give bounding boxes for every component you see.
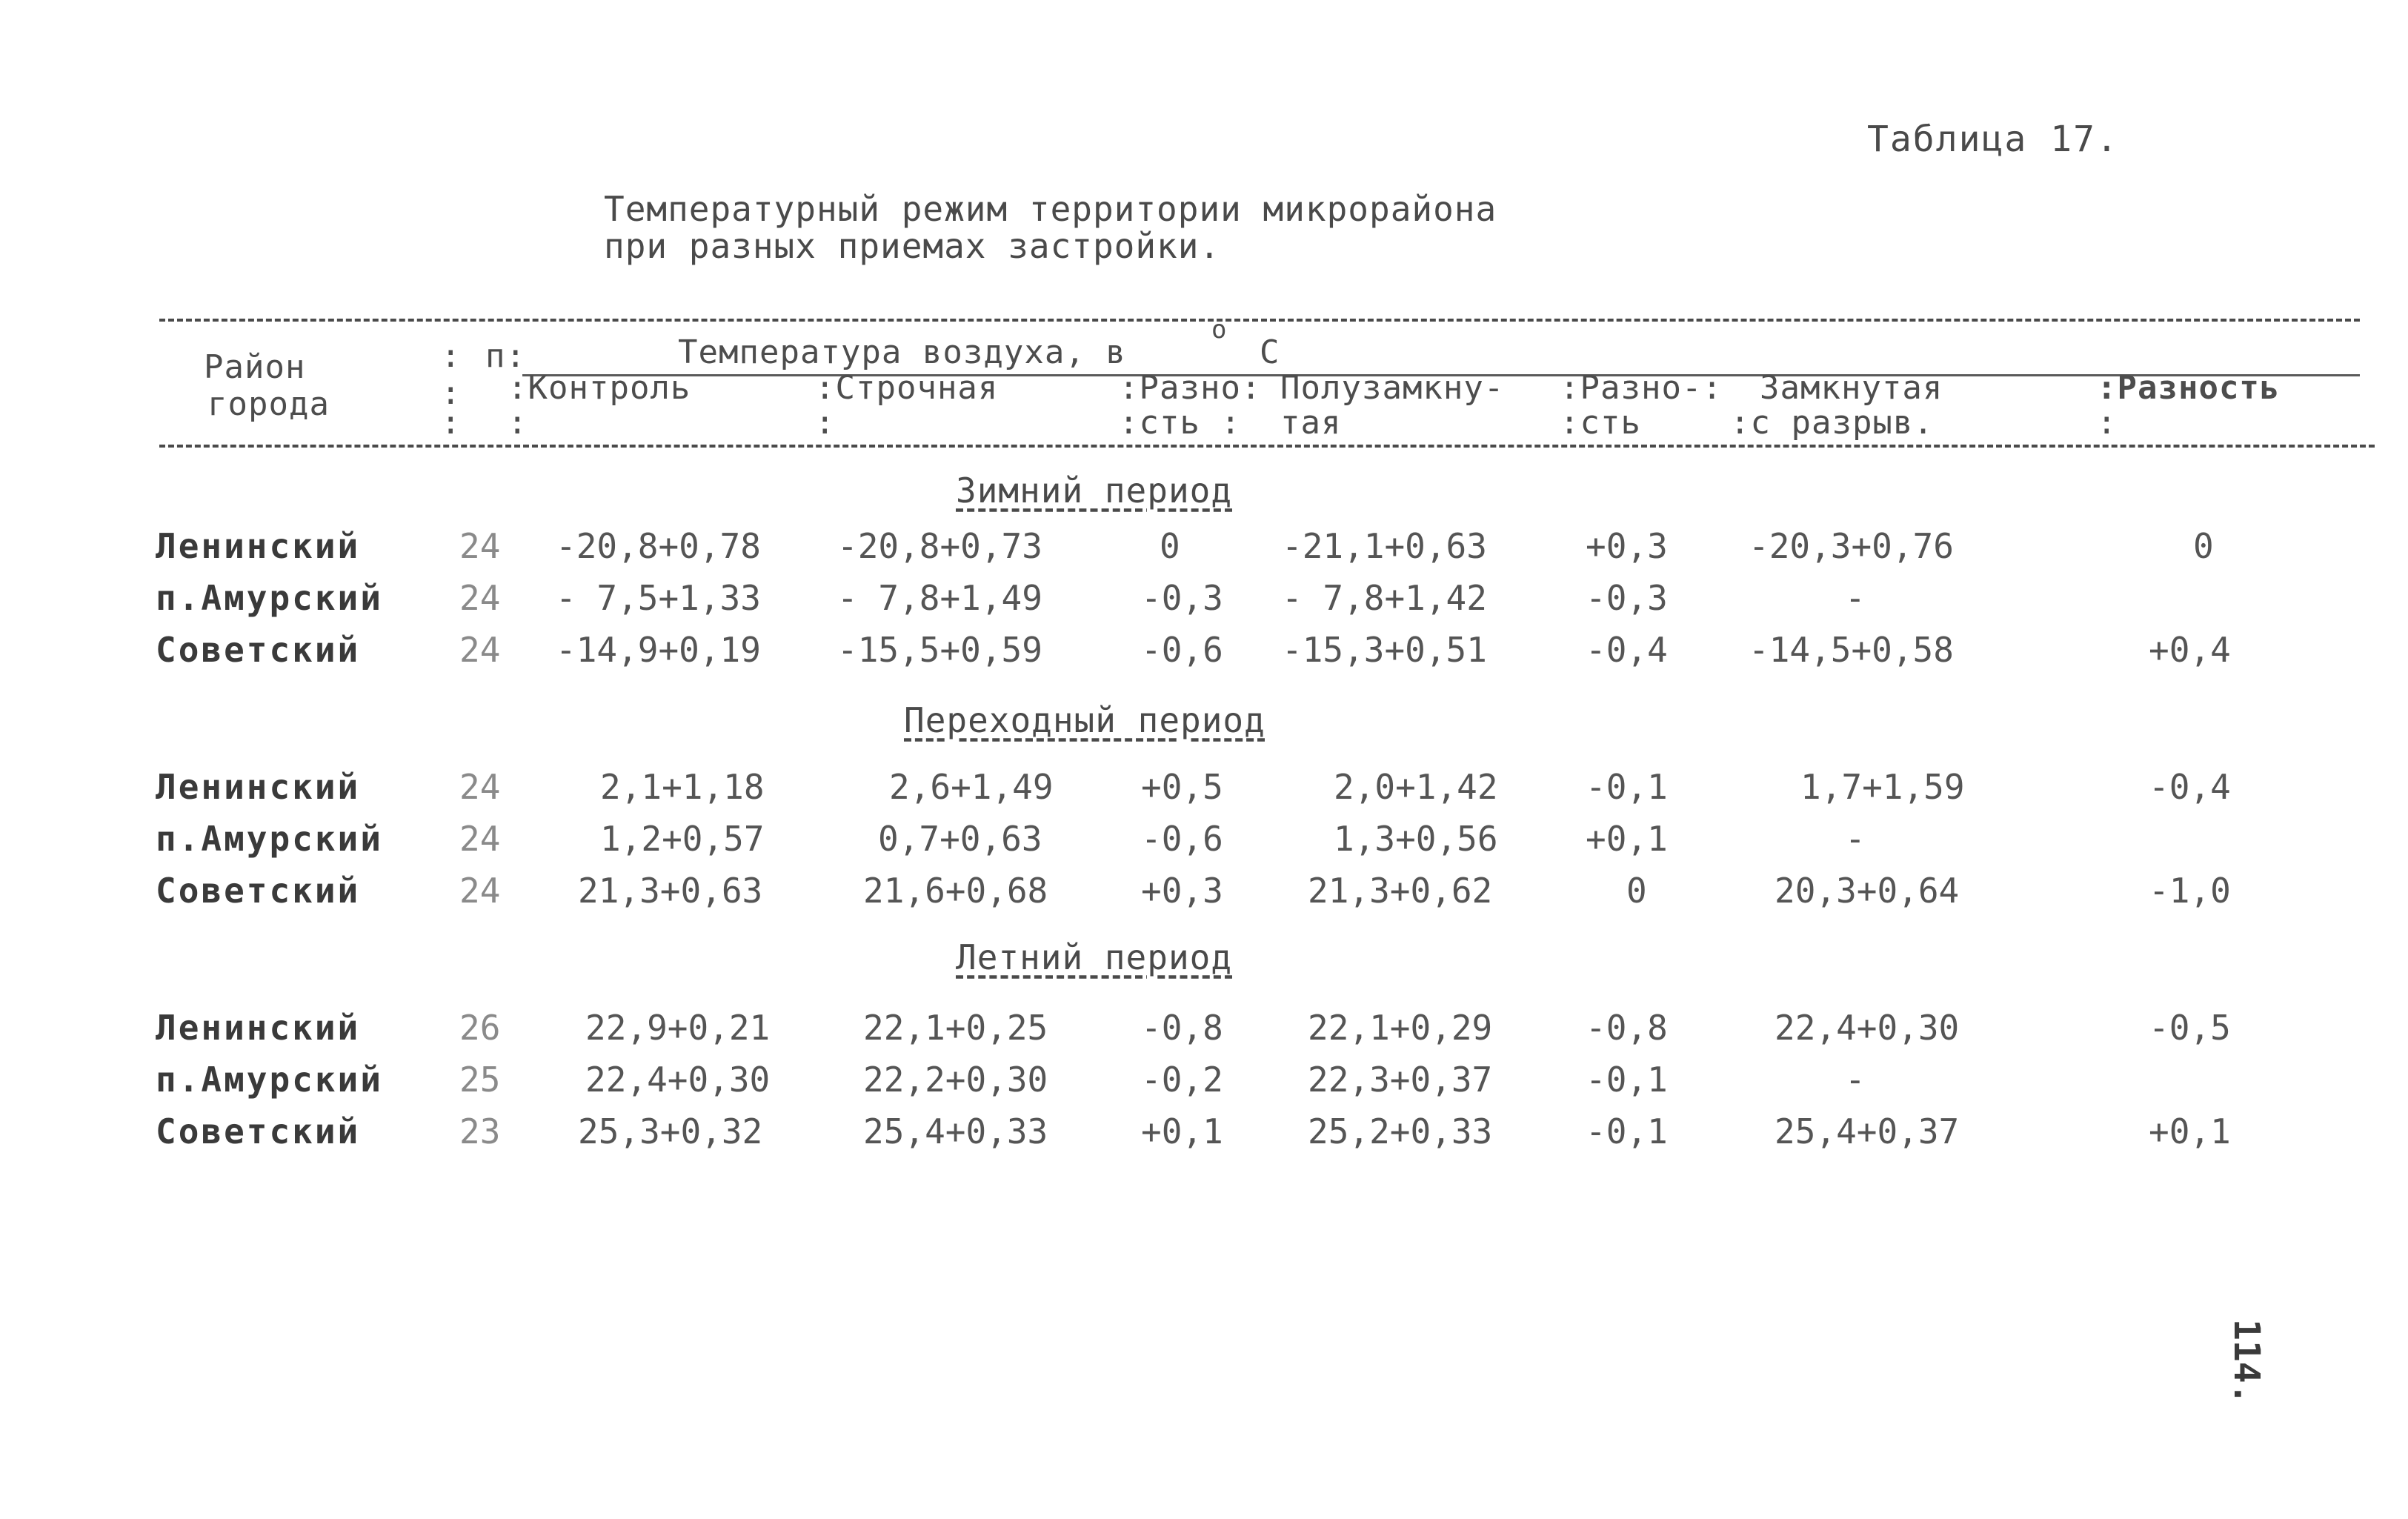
header-sep-2: :	[441, 374, 462, 412]
cell-row: 2,6+1,49	[889, 767, 1054, 807]
cell-diff2: +0,1	[1586, 819, 1668, 859]
header-col-diff3-l2: :	[2097, 404, 2118, 442]
row-n: 24	[459, 819, 501, 859]
row-district-name: Ленинский	[156, 526, 361, 566]
header-temp-caption: Температура воздуха, в	[678, 333, 1126, 371]
cell-closed: 20,3+0,64	[1775, 871, 1960, 911]
header-col-control-l2: :	[508, 404, 528, 442]
header-bottom-rule	[159, 445, 2375, 448]
header-col-semi: Полузамкну-	[1280, 369, 1505, 407]
cell-diff2: -0,1	[1586, 1060, 1668, 1100]
cell-row: 22,1+0,25	[863, 1008, 1048, 1048]
section-title-transitional: Переходный период	[904, 700, 1265, 740]
header-col-row-l2: :	[815, 404, 836, 442]
cell-control: 2,1+1,18	[600, 767, 765, 807]
row-district-name: Ленинский	[156, 767, 361, 807]
cell-diff3: -1,0	[2149, 871, 2231, 911]
cell-diff2: -0,1	[1586, 767, 1668, 807]
cell-row: - 7,8+1,49	[837, 578, 1042, 618]
row-n: 24	[459, 526, 501, 566]
cell-semi: 21,3+0,62	[1308, 871, 1493, 911]
header-col-semi-l2: тая	[1280, 404, 1342, 442]
header-col-diff2-l2: :сть	[1560, 404, 1641, 442]
header-col-closed: Замкнутая	[1760, 369, 1943, 407]
row-district-name: Ленинский	[156, 1008, 361, 1048]
cell-diff3: +0,1	[2149, 1111, 2231, 1151]
cell-diff1: -0,6	[1141, 630, 1223, 670]
header-district-line1: Район	[204, 348, 306, 386]
cell-row: 21,6+0,68	[863, 871, 1048, 911]
cell-row: 0,7+0,63	[878, 819, 1042, 859]
cell-closed: -	[1845, 1060, 1866, 1100]
cell-semi: - 7,8+1,42	[1282, 578, 1487, 618]
cell-diff3: -0,5	[2149, 1008, 2231, 1048]
cell-diff1: 0	[1160, 526, 1180, 566]
row-district-name: п.Амурский	[156, 819, 383, 859]
cell-control: 22,9+0,21	[585, 1008, 771, 1048]
header-col-diff1-l2: :сть :	[1119, 404, 1241, 442]
cell-diff2: -0,4	[1586, 630, 1668, 670]
cell-closed: 1,7+1,59	[1800, 767, 1965, 807]
cell-control: 22,4+0,30	[585, 1060, 771, 1100]
cell-closed: -14,5+0,58	[1749, 630, 1954, 670]
cell-diff3: 0	[2193, 526, 2214, 566]
cell-semi: 22,3+0,37	[1308, 1060, 1493, 1100]
cell-closed: -20,3+0,76	[1749, 526, 1954, 566]
cell-closed: -	[1845, 819, 1866, 859]
table-title-line1: Температурный режим территории микрорайона	[604, 189, 1497, 229]
cell-semi: 25,2+0,33	[1308, 1111, 1493, 1151]
cell-control: 21,3+0,63	[578, 871, 763, 911]
header-col-closed-l2: :с разрыв.	[1730, 404, 1934, 442]
cell-diff2: -0,8	[1586, 1008, 1668, 1048]
cell-closed: 25,4+0,37	[1775, 1111, 1960, 1151]
cell-row: -20,8+0,73	[837, 526, 1042, 566]
cell-diff2: -0,1	[1586, 1111, 1668, 1151]
row-district-name: п.Амурский	[156, 578, 383, 618]
page-number: 114.	[2226, 1319, 2267, 1405]
header-col-diff3: :Разность	[2097, 369, 2281, 407]
cell-control: 1,2+0,57	[600, 819, 765, 859]
cell-control: - 7,5+1,33	[556, 578, 761, 618]
row-n: 24	[459, 767, 501, 807]
header-col-diff2: :Разно-:	[1560, 369, 1723, 407]
header-district-line2: города	[207, 385, 330, 423]
cell-control: 25,3+0,32	[578, 1111, 763, 1151]
cell-diff2: -0,3	[1586, 578, 1668, 618]
header-celsius: С	[1260, 333, 1280, 371]
row-district-name: Советский	[156, 1111, 361, 1151]
table-title-line2: при разных приемах застройки.	[604, 226, 1221, 266]
row-district-name: Советский	[156, 871, 361, 911]
cell-diff1: -0,2	[1141, 1060, 1223, 1100]
cell-diff1: +0,3	[1141, 871, 1223, 911]
table-label: Таблица 17.	[1867, 119, 2119, 160]
header-sep-3: :	[441, 404, 462, 442]
cell-semi: -15,3+0,51	[1282, 630, 1487, 670]
row-n: 24	[459, 871, 501, 911]
row-district-name: п.Амурский	[156, 1060, 383, 1100]
cell-diff1: -0,3	[1141, 578, 1223, 618]
row-n: 25	[459, 1060, 501, 1100]
header-sep-1: :	[441, 337, 462, 375]
cell-semi: 22,1+0,29	[1308, 1008, 1493, 1048]
cell-row: 22,2+0,30	[863, 1060, 1048, 1100]
cell-diff3: -0,4	[2149, 767, 2231, 807]
section-title-winter: Зимний период	[956, 471, 1233, 511]
cell-diff3: +0,4	[2149, 630, 2231, 670]
cell-diff1: +0,1	[1141, 1111, 1223, 1151]
cell-diff1: +0,5	[1141, 767, 1223, 807]
cell-closed: 22,4+0,30	[1775, 1008, 1960, 1048]
row-n: 24	[459, 630, 501, 670]
header-degree-sign: о	[1211, 315, 1228, 345]
cell-row: 25,4+0,33	[863, 1111, 1048, 1151]
cell-semi: 1,3+0,56	[1334, 819, 1498, 859]
row-n: 26	[459, 1008, 501, 1048]
header-col-diff1: :Разно:	[1119, 369, 1262, 407]
cell-diff2: +0,3	[1586, 526, 1668, 566]
header-col-control: :Контроль	[508, 369, 691, 407]
header-col-row: :Строчная	[815, 369, 999, 407]
section-title-summer: Летний период	[956, 937, 1233, 977]
header-top-rule	[159, 319, 2360, 322]
cell-semi: 2,0+1,42	[1334, 767, 1498, 807]
cell-diff1: -0,8	[1141, 1008, 1223, 1048]
cell-semi: -21,1+0,63	[1282, 526, 1487, 566]
row-district-name: Советский	[156, 630, 361, 670]
cell-control: -14,9+0,19	[556, 630, 761, 670]
cell-closed: -	[1845, 578, 1866, 618]
header-n: п:	[485, 337, 526, 375]
cell-diff2: 0	[1626, 871, 1647, 911]
row-n: 24	[459, 578, 501, 618]
cell-diff1: -0,6	[1141, 819, 1223, 859]
row-n: 23	[459, 1111, 501, 1151]
cell-row: -15,5+0,59	[837, 630, 1042, 670]
cell-control: -20,8+0,78	[556, 526, 761, 566]
